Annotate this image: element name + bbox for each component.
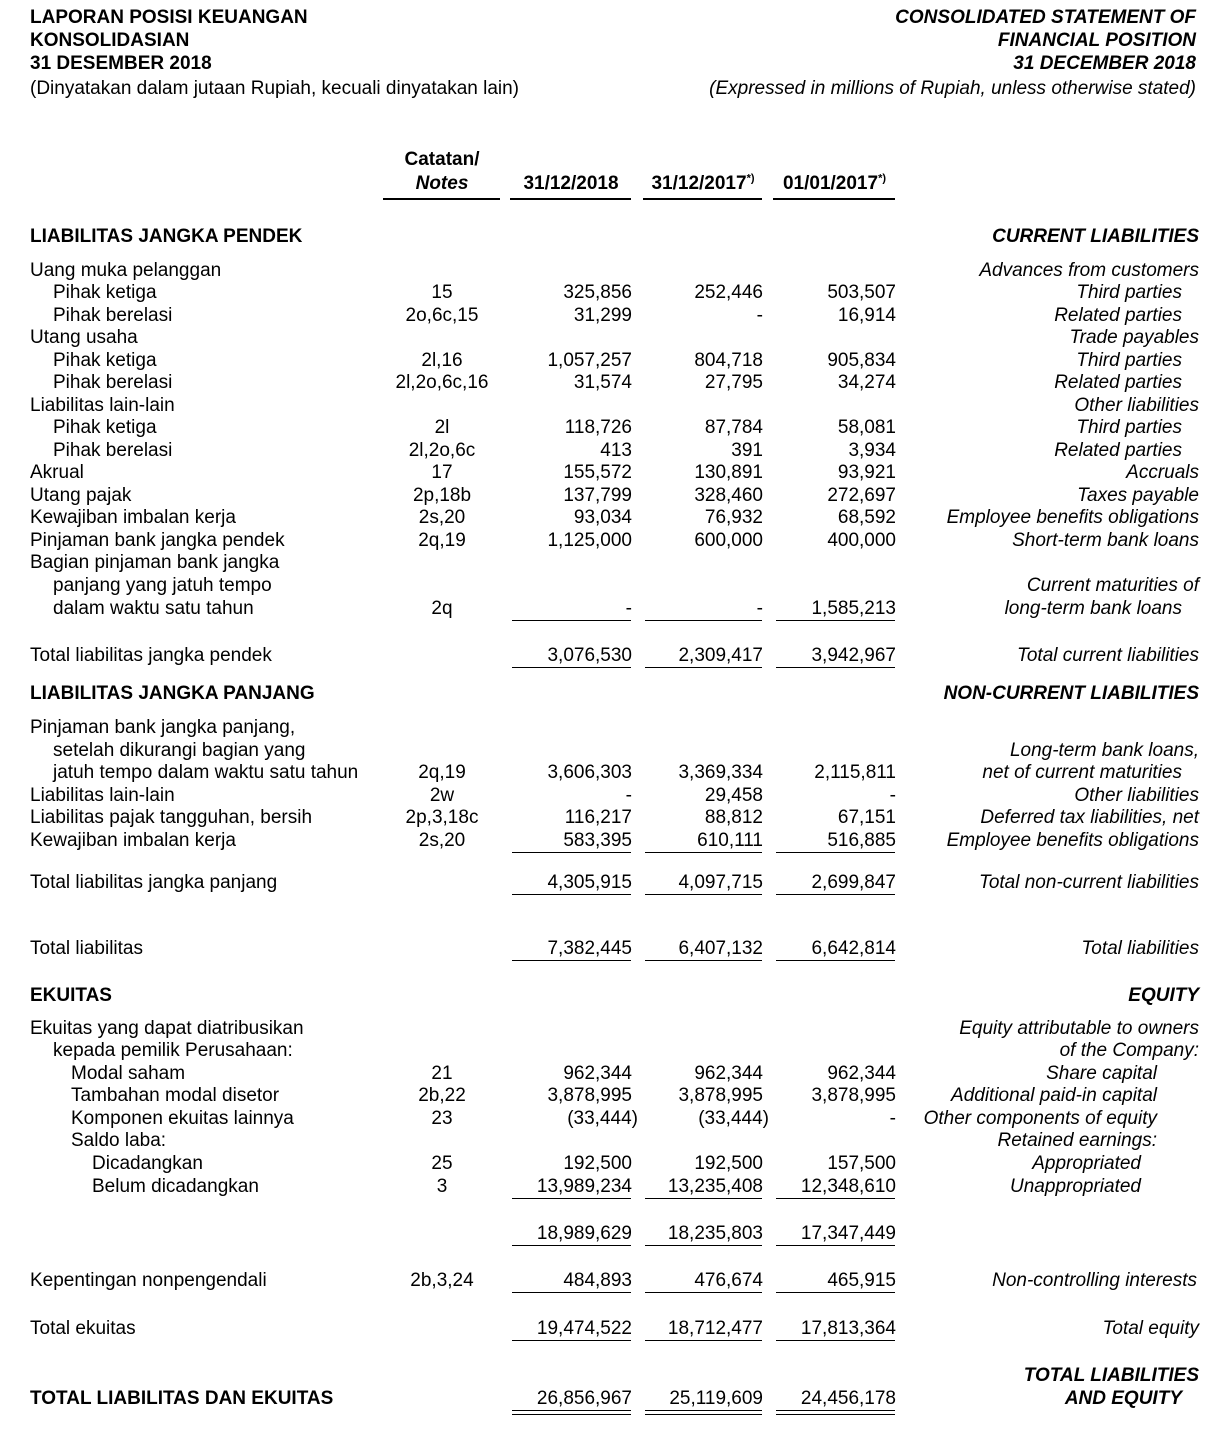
tp-rp-2017: 27,795 <box>704 372 763 393</box>
subtotal-2017-jan: 17,347,449 <box>800 1223 896 1244</box>
tp-label: Utang usaha <box>30 327 138 348</box>
tp-tp-2018: 1,057,257 <box>547 350 632 371</box>
tle-label-en-2: AND EQUITY <box>1064 1388 1182 1409</box>
subtotal-rule-2018 <box>512 1245 631 1246</box>
adv-tp-label-en: Third parties <box>1076 282 1182 303</box>
id-note: (Dinyatakan dalam jutaan Rupiah, kecuali dinyatakan lain) <box>30 78 520 99</box>
re-label: Saldo laba: <box>71 1130 167 1151</box>
nci-label-en: Non-controlling interests <box>992 1270 1197 1291</box>
tl-2017: 6,407,132 <box>678 938 763 959</box>
eb-label-en: Employee benefits obligations <box>946 507 1199 528</box>
stl-note: 2q,19 <box>418 530 466 551</box>
tncl-rule-2017-jan <box>776 894 895 895</box>
col-header-2017-jan-rule <box>773 198 895 200</box>
oce-label-en: Other components of equity <box>923 1108 1157 1129</box>
adv-rp-note: 2o,6c,15 <box>405 305 479 326</box>
neb-2018: 583,395 <box>563 830 632 851</box>
un-label-en: Unappropriated <box>1010 1176 1141 1197</box>
adv-tp-2017: 252,446 <box>694 282 763 303</box>
ol-label: Liabilitas lain-lain <box>30 395 175 416</box>
ltl-2018: 3,606,303 <box>547 762 632 783</box>
cm-rule-2017-jan <box>776 620 895 621</box>
subtotal-rule-2017 <box>645 1245 762 1246</box>
ol-tp-2017: 87,784 <box>704 417 763 438</box>
tncl-2017-jan: 2,699,847 <box>811 872 896 893</box>
col-header-2018: 31/12/2018 <box>523 173 619 194</box>
un-rule-2017 <box>645 1198 762 1199</box>
nol-label-en: Other liabilities <box>1074 785 1199 806</box>
tl-label-en: Total liabilities <box>1081 938 1199 959</box>
col-header-2017-jan: 01/01/2017*) <box>782 172 887 194</box>
ea-label-en-1: Equity attributable to owners <box>959 1018 1199 1039</box>
te-rule-2018 <box>512 1340 631 1341</box>
apic-note: 2b,22 <box>418 1085 466 1106</box>
eb-2017-jan: 68,592 <box>837 507 896 528</box>
neb-rule-2017 <box>645 852 762 853</box>
ap-note: 25 <box>431 1153 453 1174</box>
tax-note: 2p,18b <box>412 485 472 506</box>
tl-rule-2017 <box>645 960 762 961</box>
cm-label-1: Bagian pinjaman bank jangka <box>30 552 280 573</box>
col-header-2017: 31/12/2017*) <box>651 172 755 194</box>
tle-2017: 25,119,609 <box>669 1388 763 1409</box>
te-2018: 19,474,522 <box>536 1318 632 1339</box>
dtl-2017: 88,812 <box>704 807 763 828</box>
notes-header-en: Notes <box>415 173 469 194</box>
ea-label-1: Ekuitas yang dapat diatribusikan <box>30 1018 304 1039</box>
neb-label: Kewajiban imbalan kerja <box>30 830 236 851</box>
col-header-2018-rule <box>510 198 631 200</box>
nci-2017-jan: 465,915 <box>827 1270 896 1291</box>
tl-rule-2017-jan <box>776 960 895 961</box>
ol-rp-2018: 413 <box>600 440 632 461</box>
apic-label: Tambahan modal disetor <box>71 1085 280 1106</box>
oce-note: 23 <box>431 1108 453 1129</box>
tp-rp-label: Pihak berelasi <box>53 372 173 393</box>
te-label-en: Total equity <box>1102 1318 1199 1339</box>
cm-label-en-2: long-term bank loans <box>1004 598 1182 619</box>
un-2017: 13,235,408 <box>667 1176 763 1197</box>
tncl-label-en: Total non-current liabilities <box>978 872 1199 893</box>
acc-label: Akrual <box>30 462 84 483</box>
tp-tp-2017: 804,718 <box>694 350 763 371</box>
tcl-label-en: Total current liabilities <box>1017 645 1199 666</box>
adv-tp-2018: 325,856 <box>563 282 632 303</box>
tcl-2017: 2,309,417 <box>678 645 763 666</box>
re-label-en: Retained earnings: <box>997 1130 1157 1151</box>
tp-tp-2017-jan: 905,834 <box>827 350 896 371</box>
oce-2017-jan: - <box>889 1108 896 1129</box>
nol-note: 2w <box>429 785 455 806</box>
nci-rule-2017-jan <box>776 1292 895 1293</box>
oce-label: Komponen ekuitas lainnya <box>71 1108 294 1129</box>
cm-label-3: dalam waktu satu tahun <box>53 598 254 619</box>
un-2017-jan: 12,348,610 <box>800 1176 896 1197</box>
ea-label-2: kepada pemilik Perusahaan: <box>53 1040 293 1061</box>
tax-label-en: Taxes payable <box>1077 485 1199 506</box>
neb-rule-2018 <box>512 852 631 853</box>
ol-tp-2017-jan: 58,081 <box>837 417 896 438</box>
eb-2017: 76,932 <box>704 507 763 528</box>
stl-label: Pinjaman bank jangka pendek <box>30 530 285 551</box>
tp-tp-note: 2l,16 <box>421 350 463 371</box>
adv-tp-note: 15 <box>431 282 453 303</box>
tax-2017-jan: 272,697 <box>827 485 896 506</box>
stl-2017: 600,000 <box>694 530 763 551</box>
cm-rule-2018 <box>512 620 631 621</box>
acc-label-en: Accruals <box>1126 462 1199 483</box>
tle-rule-2018 <box>512 1410 631 1411</box>
ol-label-en: Other liabilities <box>1074 395 1199 416</box>
sc-2017: 962,344 <box>694 1063 763 1084</box>
tax-2018: 137,799 <box>563 485 632 506</box>
stl-2017-jan: 400,000 <box>827 530 896 551</box>
tl-label: Total liabilitas <box>30 938 143 959</box>
tp-rp-2018: 31,574 <box>573 372 632 393</box>
adv-tp-2017-jan: 503,507 <box>827 282 896 303</box>
eb-label: Kewajiban imbalan kerja <box>30 507 236 528</box>
ea-label-en-2: of the Company: <box>1059 1040 1199 1061</box>
dtl-note: 2p,3,18c <box>405 807 479 828</box>
tncl-2018: 4,305,915 <box>547 872 632 893</box>
id-title-line1: LAPORAN POSISI KEUANGAN <box>30 7 308 28</box>
cm-label-en-1: Current maturities of <box>1026 575 1199 596</box>
tp-tp-label-en: Third parties <box>1076 350 1182 371</box>
un-rule-2018 <box>512 1198 631 1199</box>
oce-2018: (33,444) <box>567 1108 638 1129</box>
notes-header-id: Catatan/ <box>404 149 480 170</box>
neb-2017: 610,111 <box>697 830 763 851</box>
nci-rule-2018 <box>512 1292 631 1293</box>
tp-rp-2017-jan: 34,274 <box>837 372 896 393</box>
tle-2018: 26,856,967 <box>536 1388 632 1409</box>
ol-tp-note: 2l <box>434 417 450 438</box>
col-header-2017-rule <box>643 198 762 200</box>
ol-rp-label-en: Related parties <box>1054 440 1182 461</box>
section-equity-en: EQUITY <box>1128 985 1199 1006</box>
ol-rp-2017: 391 <box>731 440 763 461</box>
ltl-label-2: setelah dikurangi bagian yang <box>53 740 306 761</box>
oce-2017: (33,444) <box>698 1108 769 1129</box>
ap-2017-jan: 157,500 <box>827 1153 896 1174</box>
ap-label-en: Appropriated <box>1032 1153 1141 1174</box>
ap-2017: 192,500 <box>694 1153 763 1174</box>
neb-label-en: Employee benefits obligations <box>946 830 1199 851</box>
cm-2017: - <box>756 598 763 619</box>
ap-label: Dicadangkan <box>92 1153 203 1174</box>
te-2017-jan: 17,813,364 <box>800 1318 896 1339</box>
tle-rule-2017-jan <box>776 1410 895 1411</box>
tle-label-en-1: TOTAL LIABILITIES <box>1023 1365 1199 1386</box>
tcl-rule-2017-jan <box>776 667 895 668</box>
tle-double-rule-2018 <box>512 1414 631 1415</box>
eb-note: 2s,20 <box>418 507 466 528</box>
cm-label-2: panjang yang jatuh tempo <box>53 575 272 596</box>
tncl-2017: 4,097,715 <box>678 872 763 893</box>
ol-tp-label: Pihak ketiga <box>53 417 157 438</box>
sc-label-en: Share capital <box>1046 1063 1157 1084</box>
tp-rp-label-en: Related parties <box>1054 372 1182 393</box>
tl-2017-jan: 6,642,814 <box>811 938 896 959</box>
sc-note: 21 <box>431 1063 453 1084</box>
tl-2018: 7,382,445 <box>547 938 632 959</box>
en-note: (Expressed in millions of Rupiah, unless otherwise stated) <box>709 78 1196 99</box>
ltl-2017-jan: 2,115,811 <box>814 762 896 783</box>
tcl-rule-2018 <box>512 667 631 668</box>
neb-2017-jan: 516,885 <box>827 830 896 851</box>
cm-2017-jan: 1,585,213 <box>811 598 896 619</box>
ltl-label-en-2: net of current maturities <box>982 762 1182 783</box>
ol-rp-note: 2l,2o,6c <box>408 440 476 461</box>
adv-label: Uang muka pelanggan <box>30 260 222 281</box>
tcl-2018: 3,076,530 <box>547 645 632 666</box>
en-date: 31 DECEMBER 2018 <box>1013 53 1196 74</box>
adv-rp-label-en: Related parties <box>1054 305 1182 326</box>
section-current-en: CURRENT LIABILITIES <box>992 226 1199 247</box>
tle-2017-jan: 24,456,178 <box>800 1388 896 1409</box>
ol-tp-2018: 118,726 <box>564 417 632 438</box>
ltl-2017: 3,369,334 <box>678 762 763 783</box>
ol-rp-label: Pihak berelasi <box>53 440 173 461</box>
te-rule-2017-jan <box>776 1340 895 1341</box>
id-date: 31 DESEMBER 2018 <box>30 53 212 74</box>
tle-rule-2017 <box>645 1410 762 1411</box>
nci-note: 2b,3,24 <box>410 1270 474 1291</box>
notes-header-rule <box>383 198 500 200</box>
acc-2017-jan: 93,921 <box>837 462 896 483</box>
te-2017: 18,712,477 <box>667 1318 763 1339</box>
ap-2018: 192,500 <box>563 1153 632 1174</box>
tncl-rule-2018 <box>512 894 631 895</box>
sc-2018: 962,344 <box>563 1063 632 1084</box>
nol-2017-jan: - <box>889 785 896 806</box>
tncl-label: Total liabilitas jangka panjang <box>30 872 278 893</box>
apic-2017: 3,878,995 <box>678 1085 763 1106</box>
section-equity-id: EKUITAS <box>30 985 112 1006</box>
acc-note: 17 <box>431 462 453 483</box>
tp-tp-label: Pihak ketiga <box>53 350 157 371</box>
adv-rp-2017: - <box>756 305 763 326</box>
adv-rp-2018: 31,299 <box>573 305 632 326</box>
ol-rp-2017-jan: 3,934 <box>848 440 896 461</box>
nci-2018: 484,893 <box>563 1270 632 1291</box>
cm-note: 2q <box>431 598 453 619</box>
ltl-label-3: jatuh tempo dalam waktu satu tahun <box>53 762 359 783</box>
ltl-note: 2q,19 <box>418 762 466 783</box>
un-label: Belum dicadangkan <box>92 1176 259 1197</box>
tcl-label: Total liabilitas jangka pendek <box>30 645 272 666</box>
ltl-label-1: Pinjaman bank jangka panjang, <box>30 717 296 738</box>
adv-rp-label: Pihak berelasi <box>53 305 173 326</box>
subtotal-2018: 18,989,629 <box>536 1223 632 1244</box>
subtotal-rule-2017-jan <box>776 1245 895 1246</box>
nci-2017: 476,674 <box>694 1270 763 1291</box>
un-2018: 13,989,234 <box>536 1176 632 1197</box>
apic-2017-jan: 3,878,995 <box>811 1085 896 1106</box>
cm-rule-2017 <box>645 620 762 621</box>
acc-2018: 155,572 <box>563 462 632 483</box>
nci-rule-2017 <box>645 1292 762 1293</box>
tle-double-rule-2017-jan <box>776 1414 895 1415</box>
en-title-line2: FINANCIAL POSITION <box>997 30 1196 51</box>
te-rule-2017 <box>645 1340 762 1341</box>
tp-rp-note: 2l,2o,6c,16 <box>395 372 489 393</box>
adv-rp-2017-jan: 16,914 <box>837 305 896 326</box>
en-title-line1: CONSOLIDATED STATEMENT OF <box>895 7 1196 28</box>
adv-tp-label: Pihak ketiga <box>53 282 157 303</box>
dtl-label-en: Deferred tax liabilities, net <box>980 807 1199 828</box>
tle-double-rule-2017 <box>645 1414 762 1415</box>
tcl-rule-2017 <box>645 667 762 668</box>
acc-2017: 130,891 <box>694 462 763 483</box>
neb-rule-2017-jan <box>776 852 895 853</box>
dtl-label: Liabilitas pajak tangguhan, bersih <box>30 807 313 828</box>
tax-label: Utang pajak <box>30 485 132 506</box>
nol-2018: - <box>625 785 632 806</box>
section-noncurrent-en: NON-CURRENT LIABILITIES <box>943 683 1199 704</box>
tp-label-en: Trade payables <box>1069 327 1199 348</box>
tle-label: TOTAL LIABILITAS DAN EKUITAS <box>30 1388 334 1409</box>
apic-label-en: Additional paid-in capital <box>951 1085 1157 1106</box>
sc-2017-jan: 962,344 <box>827 1063 896 1084</box>
stl-label-en: Short-term bank loans <box>1012 530 1199 551</box>
section-current-id: LIABILITAS JANGKA PENDEK <box>30 226 303 247</box>
ol-tp-label-en: Third parties <box>1076 417 1182 438</box>
un-rule-2017-jan <box>776 1198 895 1199</box>
tl-rule-2018 <box>512 960 631 961</box>
cm-2018: - <box>625 598 632 619</box>
neb-note: 2s,20 <box>418 830 466 851</box>
nci-label: Kepentingan nonpengendali <box>30 1270 267 1291</box>
dtl-2017-jan: 67,151 <box>837 807 896 828</box>
nol-2017: 29,458 <box>704 785 763 806</box>
stl-2018: 1,125,000 <box>547 530 632 551</box>
id-title-line2: KONSOLIDASIAN <box>30 30 190 51</box>
tcl-2017-jan: 3,942,967 <box>811 645 896 666</box>
nol-label: Liabilitas lain-lain <box>30 785 175 806</box>
adv-label-en: Advances from customers <box>979 260 1199 281</box>
section-noncurrent-id: LIABILITAS JANGKA PANJANG <box>30 683 315 704</box>
dtl-2018: 116,217 <box>564 807 632 828</box>
te-label: Total ekuitas <box>30 1318 136 1339</box>
un-note: 3 <box>436 1176 448 1197</box>
apic-2018: 3,878,995 <box>547 1085 632 1106</box>
tax-2017: 328,460 <box>694 485 763 506</box>
sc-label: Modal saham <box>71 1063 186 1084</box>
ltl-label-en-1: Long-term bank loans, <box>1009 740 1199 761</box>
subtotal-2017: 18,235,803 <box>667 1223 763 1244</box>
eb-2018: 93,034 <box>573 507 632 528</box>
tncl-rule-2017 <box>645 894 762 895</box>
